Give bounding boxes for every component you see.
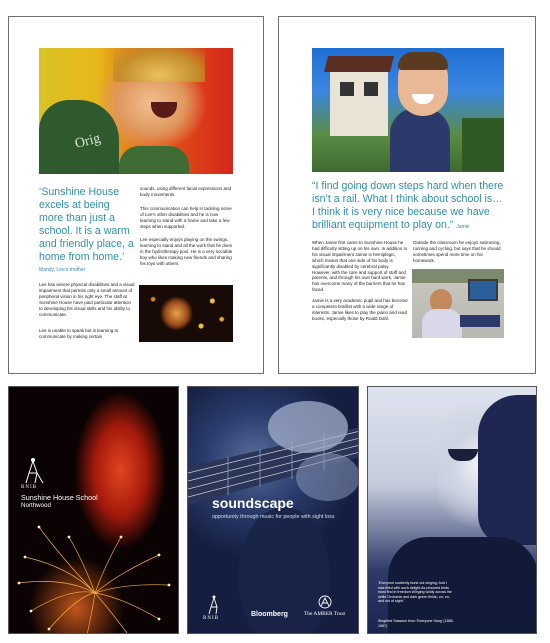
poem-credit: Siegfried Sassoon from ‘Everyone Sang’ (1886-1967): [378, 619, 454, 628]
rnib-logo-icon: [206, 595, 222, 615]
body-col2-p1: Outside the classroom he enjoys swimming, running and cycling, but says that he should sometimes spend more time on his homework.: [413, 240, 501, 263]
body-col2-p1: sounds, using different facial expressions and body movements.: [140, 186, 231, 197]
cover-title: soundscape: [212, 495, 294, 511]
body-col1-p2: Jamie is a very academic pupil and has become a competent braillist with a wide range of interests. Jamie likes to play the piano and read books, especially those by Roald Dahl.: [312, 298, 408, 321]
photo-shirt-text: Orig: [73, 131, 102, 152]
logo-rnib: RNIB: [203, 616, 219, 621]
cover-everyone-sang: [367, 386, 537, 634]
cover-title: Sunshine House School: [21, 493, 98, 502]
cover-location: Northwood: [21, 502, 51, 509]
photo-laughing-boy-lee: [39, 48, 233, 174]
fiber-optic-lights: [9, 387, 179, 634]
cover-sunshine-house: [8, 386, 179, 634]
body-col2-p3: Lee especially enjoys playing on the swings, learning to stand and all the work that he does in the hydrotherapy pool. He is a very sociable boy who likes making new friends and sharing his toys with others.: [140, 237, 233, 266]
body-col1-p1: When Jamie first came to Sunshine House he had difficulty sitting up on his own. In addition to his visual impairment Jamie is hemiplegic, which means that one side of his body is significantly disabled by cerebral palsy. However, with the care and support of staff and parents, and through his own hard work, Jamie has overcome many of the barriers that he has faced.: [312, 240, 408, 293]
brochure-page-lee: [8, 16, 264, 374]
quote-text: “I find going down steps hard when there isn’t a rail. What I think about school is… I think it is very nice because we have brilliant equipment to play on.”: [312, 180, 504, 231]
rnib-logo-icon: [23, 457, 45, 485]
photo-jamie-at-computer: [412, 269, 504, 338]
photo-boy-with-lights: [139, 285, 233, 342]
rnib-label: RNIB: [21, 485, 37, 490]
cover-subtitle: opportunity through music for people with sight loss: [212, 514, 335, 520]
pull-quote: ‘Sunshine House excels at being more than just a school. It is a warm and friendly place, a home from home.’: [39, 186, 134, 263]
brochure-page-jamie: [278, 16, 536, 374]
pull-quote: [312, 180, 504, 234]
quote-attribution: Jamie: [456, 224, 470, 230]
amber-trust-logo-icon: [318, 595, 332, 609]
body-col1-p2: Lee is unable to speak but is learning to communicate by making certain: [39, 328, 119, 339]
quote-attribution: Mandy, Lee’s mother: [39, 267, 86, 273]
photo-smiling-boy-jamie: [312, 48, 504, 172]
poem-quote: ‘Everyone suddenly burst out singing; And I was filled with such delight As prisoned birds must find in freedom Winging wildly across the white Orchards and dark green fields; on; on; and out of sight.’: [378, 581, 452, 604]
body-col1-p1: Lee has severe physical disabilities and a visual impairment that permits only a small amount of peripheral vision in his right eye. The staff at Sunshine House have paid particular attention to developing his visual skills and his ability to communicate.: [39, 282, 135, 317]
body-col2-p2: This communication can help in tackling some of Lee’s other disabilities and he is now learning to stand with a frame and take a few steps when supported.: [140, 206, 232, 229]
logo-amber-trust: The AMBER Trust: [304, 611, 346, 617]
cover-soundscape: [187, 386, 359, 634]
logo-bloomberg: Bloomberg: [251, 611, 288, 618]
